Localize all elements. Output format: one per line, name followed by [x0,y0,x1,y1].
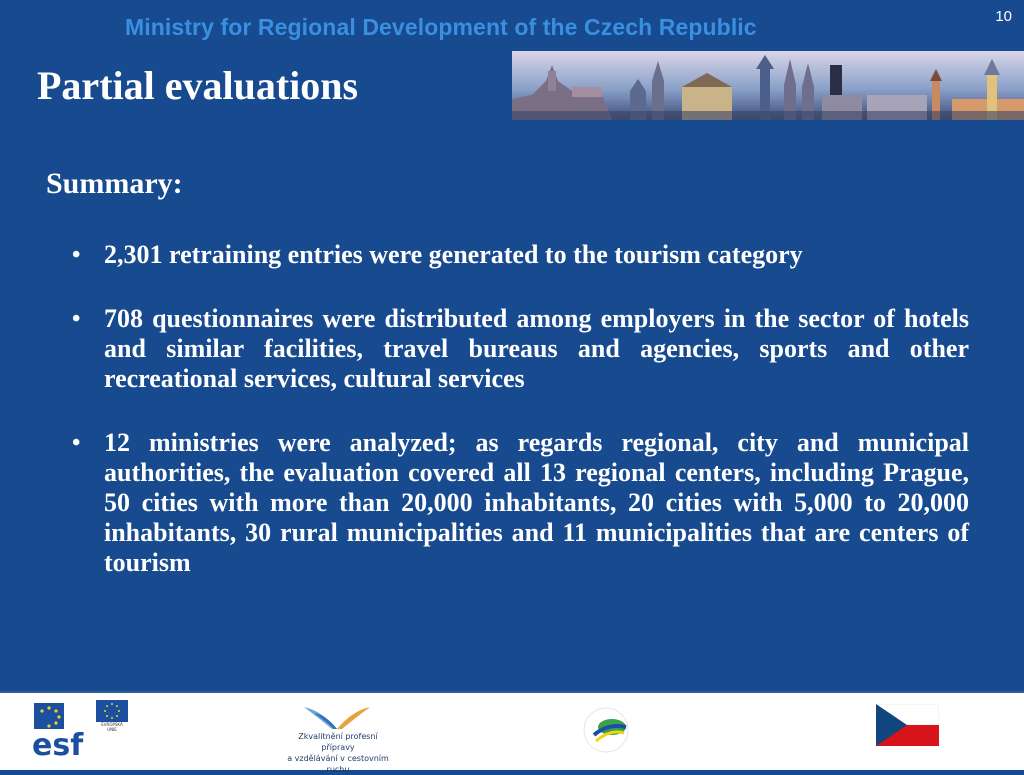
tourism-wings-logo [302,701,372,731]
bullet-marker: • [72,306,81,332]
project-caption-line-2: a vzdělávání v cestovním ruchu [287,754,389,774]
bullet-marker: • [72,430,81,456]
bullet-text: 2,301 retraining entries were generated to the tourism category [104,240,803,269]
list-item [72,304,969,394]
eu-label: EVROPSKÁ UNIE [101,722,123,732]
project-caption [283,731,393,775]
ministry-regional-development-logo [568,697,644,763]
skyline-image [512,51,1024,120]
bullet-list [72,240,969,612]
list-item [72,240,969,270]
czech-flag-icon [876,704,939,746]
eu-flag-icon [96,700,128,722]
esf-logo-text: esf [32,728,84,759]
summary-heading: Summary: [46,167,183,200]
bullet-text: 12 ministries were analyzed; as regards regional, city and municipal authorities, the evaluation covered all 13 regional centers, including Prague, 50 cities with more than 20,000 inhabitants, 20 cities with 5,000 to 20,000 inhabitants, 30 rural municipalities and 11 municipalities that are centers of tourism [104,428,969,577]
list-item [72,428,969,578]
bullet-text: 708 questionnaires were distributed among employers in the sector of hotels and similar facilities, travel bureaus and agencies, sports and other recreational services, cultural services [104,304,969,393]
slide-number: 10 [995,8,1012,25]
ministry-header: Ministry for Regional Development of the Czech Republic [125,14,757,40]
footer-logo-bar [0,691,1024,774]
bullet-marker: • [72,242,81,268]
project-caption-line-1: Zkvalitnění profesní přípravy [298,732,378,752]
city-skyline-banner [512,51,1024,120]
page-title: Partial evaluations [37,63,359,108]
esf-logo [32,699,96,759]
